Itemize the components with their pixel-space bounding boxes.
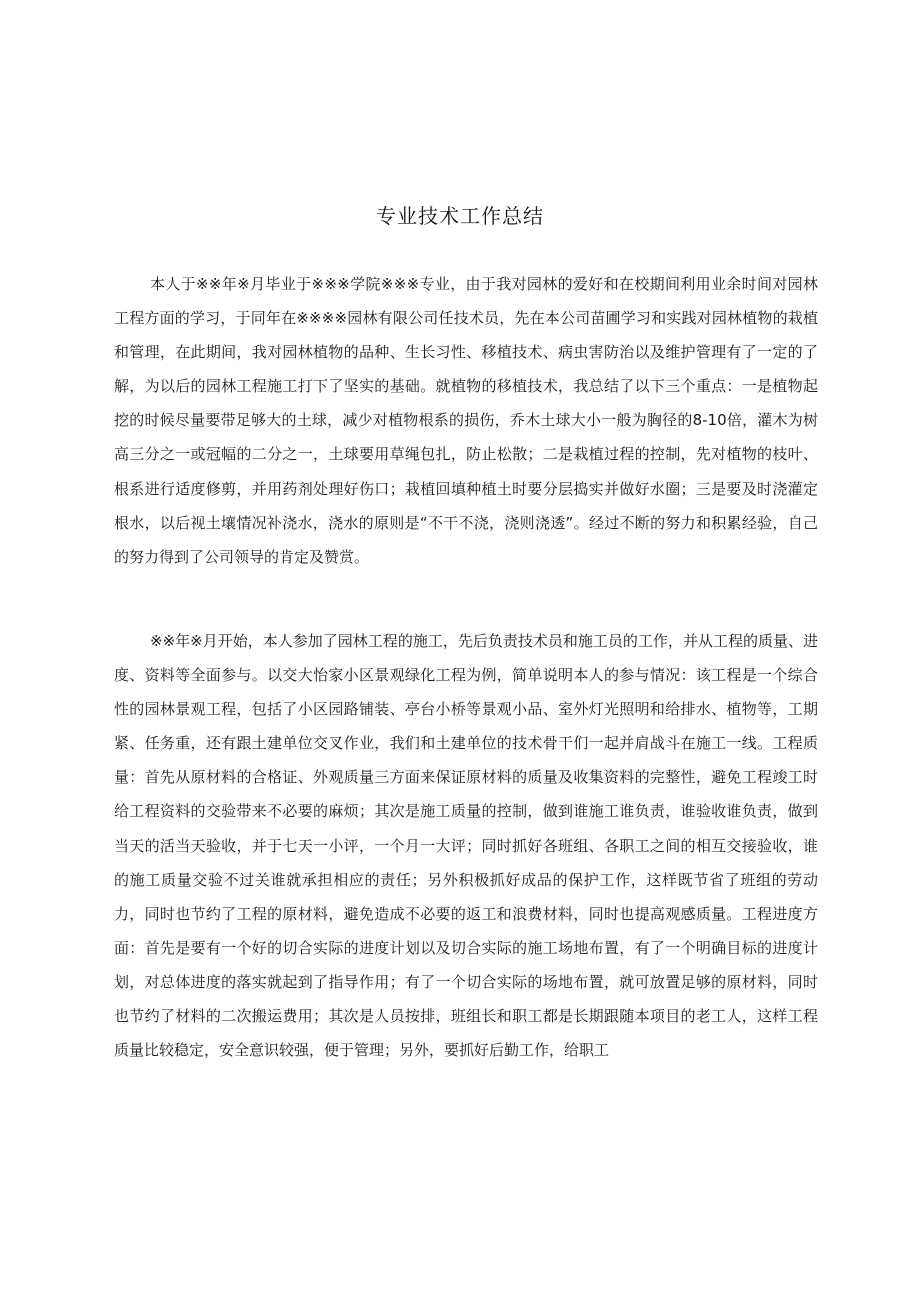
paragraph-1: 本人于※※年※月毕业于※※※学院※※※专业，由于我对园林的爱好和在校期间利用业余时间对园林工程方面的学习，于同年在※※※※园林有限公司任技术员，先在本公司苗圃学习和实践对园林植物的栽植和管理，在此期间，我对园林植物的品种、生长习性、移植技术、病虫害防治以及维护管理有了一定的了解，为以后的园林工程施工打下了坚实的基础。就植物的移植技术，我总结了以下三个重点：一是植物起挖的时候尽量要带足够大的土球，减少对植物根系的损伤，乔木土球大小一般为胸径的8-10倍，灌木为树高三分之一或冠幅的二分之一，土球要用草绳包扎，防止松散；二是栽植过程的控制，先对植物的枝叶、根系进行适度修剪，并用药剂处理好伤口；栽植回填种植土时要分层捣实并做好水圈；三是要及时浇灌定根水，以后视土壤情况补浇水，浇水的原则是“不干不浇，浇则浇透”。经过不断的努力和积累经验，自己的努力得到了公司领导的肯定及赞赏。	[114, 275, 818, 566]
paragraph-2: ※※年※月开始，本人参加了园林工程的施工，先后负责技术员和施工员的工作，并从工程的质量、进度、资料等全面参与。以交大怡家小区景观绿化工程为例，简单说明本人的参与情况：该工程是一个综合性的园林景观工程，包括了小区园路铺装、亭台小桥等景观小品、室外灯光照明和给排水、植物等，工期紧、任务重，还有跟土建单位交叉作业，我们和土建单位的技术骨干们一起并肩战斗在施工一线。工程质量：首先从原材料的合格证、外观质量三方面来保证原材料的质量及收集资料的完整性，避免工程竣工时给工程资料的交验带来不必要的麻烦；其次是施工质量的控制，做到谁施工谁负责，谁验收谁负责，做到当天的活当天验收，并于七天一小评，一个月一大评；同时抓好各班组、各职工之间的相互交接验收，谁的施工质量交验不过关谁就承担相应的责任；另外积极抓好成品的保护工作，这样既节省了班组的劳动力，同时也节约了工程的原材料，避免造成不必要的返工和浪费材料，同时也提高观感质量。工程进度方面：首先是要有一个好的切合实际的进度计划以及切合实际的施工场地布置，有了一个明确目标的进度计划，对总体进度的落实就起到了指导作用；有了一个切合实际的场地布置，就可放置足够的原材料，同时也节约了材料的二次搬运费用；其次是人员按排，班组长和职工都是长期跟随本项目的老工人，这样工程质量比较稳定，安全意识较强，便于管理；另外，要抓好后勤工作，给职工	[114, 632, 818, 1060]
document-title: 专业技术工作总结	[376, 204, 544, 228]
